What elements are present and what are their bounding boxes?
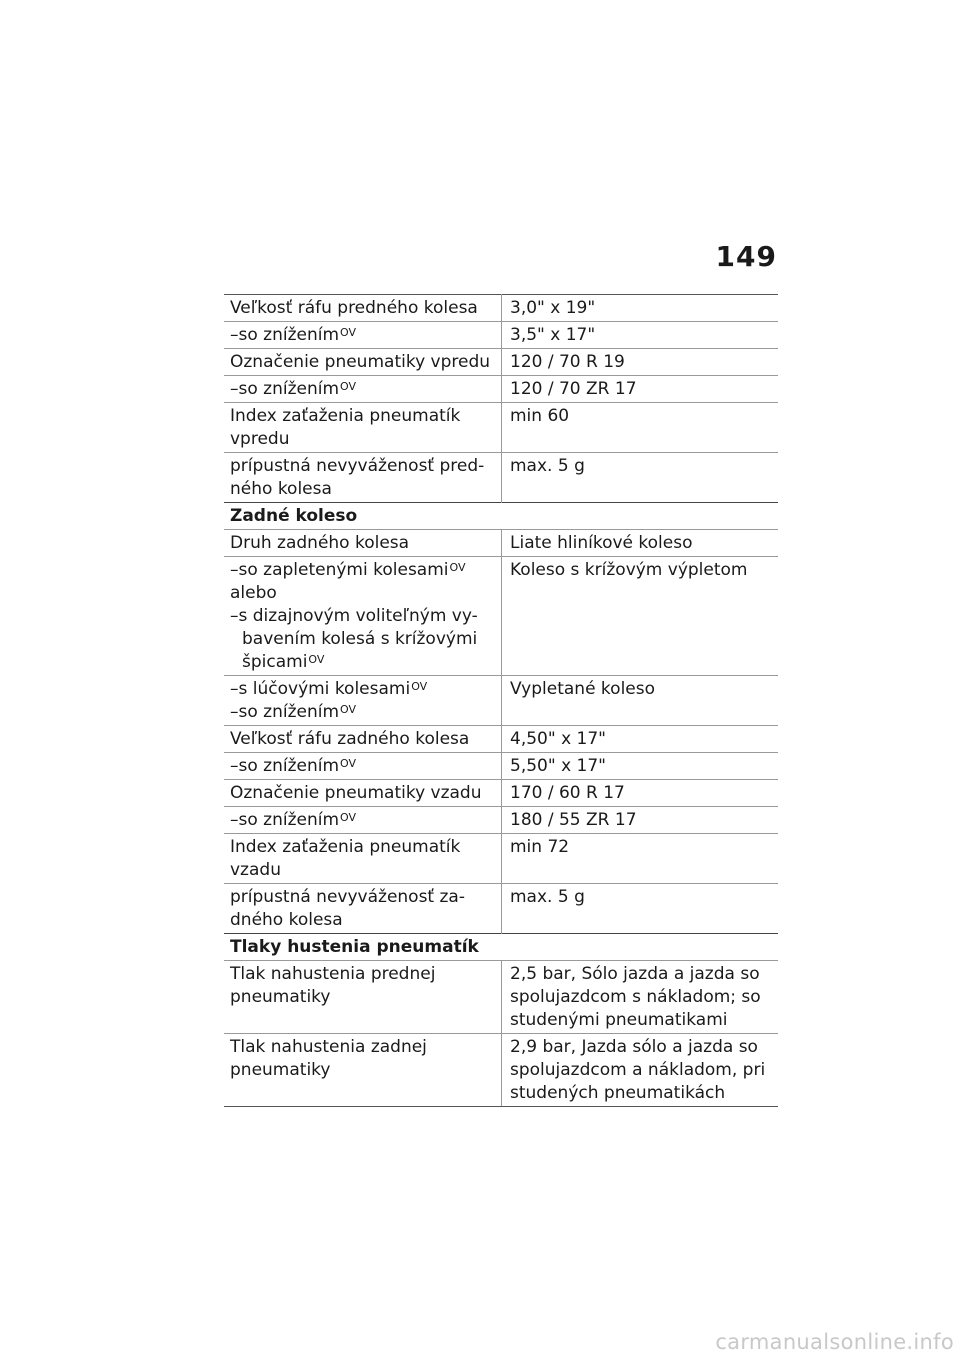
table-row: [224, 453, 778, 503]
ov-mark: OV: [340, 326, 357, 339]
row-label: prípustná nevyváženosť pred- ného kolesa: [224, 453, 502, 503]
row-label: Index zaťaženia pneumatík vpredu: [224, 403, 502, 453]
table-row: [224, 403, 778, 453]
row-label: –so znížením$^{OV}$: [224, 807, 502, 834]
spec-table: [224, 294, 778, 1107]
row-label: Druh zadného kolesa: [224, 530, 502, 557]
row-value: Koleso s krížovým výpletom: [502, 557, 779, 676]
row-value: Liate hliníkové koleso: [502, 530, 779, 557]
row-label: Tlak nahustenia zadnej pneumatiky: [224, 1034, 502, 1107]
section-title: Tlaky hustenia pneumatík: [224, 934, 778, 961]
row-label: Veľkosť ráfu zadného kolesa: [224, 726, 502, 753]
row-label: prípustná nevyváženosť za- dného kolesa: [224, 884, 502, 934]
row-label: Veľkosť ráfu predného kolesa: [224, 295, 502, 322]
table-row: [224, 834, 778, 884]
watermark: carmanualsonline.info: [715, 1330, 954, 1354]
row-value: 2,5 bar, Sólo jazda a jazda so spolujazdcom s nákladom; so studenými pneumatikami: [502, 961, 779, 1034]
table-row: [224, 780, 778, 807]
ov-mark: OV: [308, 653, 325, 666]
row-label: –so zapletenými kolesami$^{OV}$ alebo –s dizajnovým voliteľným vy- bavením kolesá s krížovými špicami$^{OV}$: [224, 557, 502, 676]
ov-mark: OV: [340, 380, 357, 393]
section-title: Zadné koleso: [224, 503, 778, 530]
row-label: Označenie pneumatiky vzadu: [224, 780, 502, 807]
row-label: Index zaťaženia pneumatík vzadu: [224, 834, 502, 884]
ov-mark: OV: [340, 703, 357, 716]
table-row: [224, 376, 778, 403]
row-value: max. 5 g: [502, 884, 779, 934]
row-value: Vypletané koleso: [502, 676, 779, 726]
row-label: –so znížením$^{OV}$: [224, 753, 502, 780]
section-header-tire-pressure: [224, 934, 778, 961]
table-row: [224, 557, 778, 676]
row-value: 5,50" x 17": [502, 753, 779, 780]
table-row: [224, 807, 778, 834]
row-value: min 60: [502, 403, 779, 453]
row-value: min 72: [502, 834, 779, 884]
table-row: [224, 322, 778, 349]
row-value: 180 / 55 ZR 17: [502, 807, 779, 834]
table-row: [224, 349, 778, 376]
section-header-rear-wheel: [224, 503, 778, 530]
row-label: Tlak nahustenia prednej pneumatiky: [224, 961, 502, 1034]
row-value: 4,50" x 17": [502, 726, 779, 753]
table-row: [224, 676, 778, 726]
row-label: –so znížením$^{OV}$: [224, 376, 502, 403]
ov-mark: OV: [449, 561, 466, 574]
ov-mark: OV: [340, 757, 357, 770]
row-value: 120 / 70 ZR 17: [502, 376, 779, 403]
page-number: 149: [715, 240, 777, 273]
ov-mark: OV: [340, 811, 357, 824]
table-row: [224, 961, 778, 1034]
row-value: 3,0" x 19": [502, 295, 779, 322]
row-value: max. 5 g: [502, 453, 779, 503]
table-row: [224, 726, 778, 753]
table-row: [224, 530, 778, 557]
table-row: [224, 884, 778, 934]
row-label: Označenie pneumatiky vpredu: [224, 349, 502, 376]
row-value: 120 / 70 R 19: [502, 349, 779, 376]
row-value: 170 / 60 R 17: [502, 780, 779, 807]
table-row: [224, 1034, 778, 1107]
row-label: –so znížením$^{OV}$: [224, 322, 502, 349]
ov-mark: OV: [411, 680, 428, 693]
row-label: –s lúčovými kolesami$^{OV}$ –so znížením$^{OV}$: [224, 676, 502, 726]
row-value: 2,9 bar, Jazda sólo a jazda so spolujazdcom a nákladom, pri studených pneumatikách: [502, 1034, 779, 1107]
row-value: 3,5" x 17": [502, 322, 779, 349]
table-row: [224, 753, 778, 780]
table-row: [224, 295, 778, 322]
